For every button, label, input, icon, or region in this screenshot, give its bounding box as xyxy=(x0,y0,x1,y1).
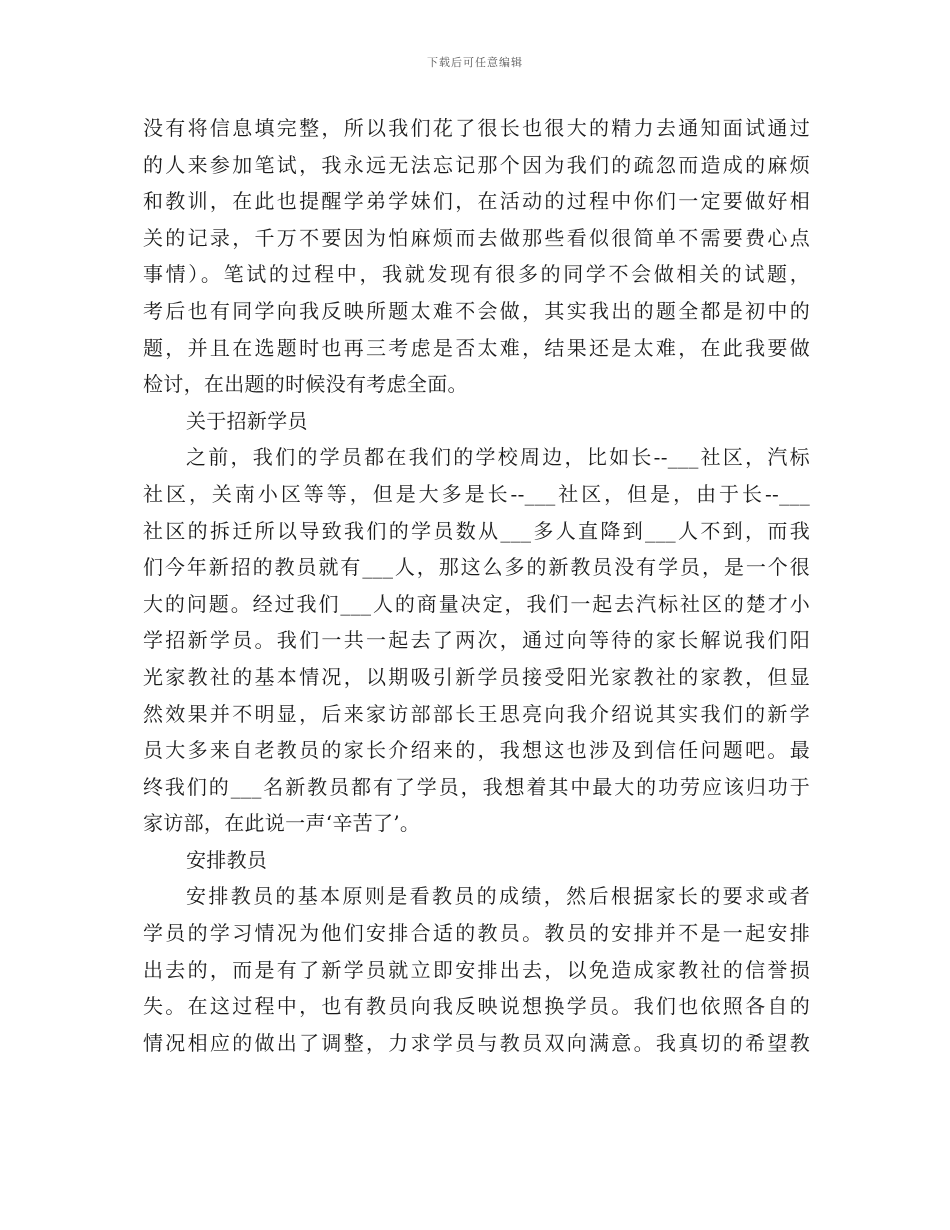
text-line: 光家教社的基本情况，以期吸引新学员接受阳光家教社的家教，但显 xyxy=(143,664,810,689)
text-line: 安排教员的基本原则是看教员的成绩，然后根据家长的要求或者 xyxy=(186,884,810,909)
text-line: 关的记录，千万不要因为怕麻烦而去做那些看似很简单不需要费心点 xyxy=(143,225,810,250)
page-header: 下载后可任意编辑 xyxy=(427,56,523,69)
text-line: 社区的拆迁所以导致我们的学员数从___多人直降到___人不到，而我 xyxy=(143,518,810,543)
text-line: 出去的，而是有了新学员就立即安排出去，以免造成家教社的信誉损 xyxy=(143,957,810,982)
text-line: 终我们的___名新教员都有了学员，我想着其中最大的功劳应该归功于 xyxy=(143,774,810,799)
text-line: 考后也有同学向我反映所题太难不会做，其实我出的题全都是初中的 xyxy=(143,298,810,323)
text-line: 之前，我们的学员都在我们的学校周边，比如长--___社区，汽标 xyxy=(186,445,810,470)
text-line: 没有将信息填完整，所以我们花了很长也很大的精力去通知面试通过 xyxy=(143,116,810,140)
section-heading: 安排教员 xyxy=(186,847,268,872)
text-line: 失。在这过程中，也有教员向我反映说想换学员。我们也依照各自的 xyxy=(143,994,810,1019)
text-line: 学招新学员。我们一共一起去了两次，通过向等待的家长解说我们阳 xyxy=(143,628,810,653)
text-line: 事情）。笔试的过程中，我就发现有很多的同学不会做相关的试题， xyxy=(143,262,810,287)
text-line: 检讨，在出题的时候没有考虑全面。 xyxy=(143,372,468,397)
text-line: 和教训，在此也提醒学弟学妹们，在活动的过程中你们一定要做好相 xyxy=(143,189,810,214)
text-line: 员大多来自老教员的家长介绍来的，我想这也涉及到信任问题吧。最 xyxy=(143,738,810,763)
text-line: 大的问题。经过我们___人的商量决定，我们一起去汽标社区的楚才小 xyxy=(143,591,810,616)
body-text xyxy=(143,110,810,1061)
text-line: 情况相应的做出了调整，力求学员与教员双向满意。我真切的希望教 xyxy=(143,1030,810,1055)
section-heading: 关于招新学员 xyxy=(186,408,308,433)
text-line: 然效果并不明显，后来家访部部长王思亮向我介绍说其实我们的新学 xyxy=(143,701,810,726)
text-line: 家访部，在此说一声‘辛苦了’。 xyxy=(143,811,421,836)
text-line: 们今年新招的教员就有___人，那这么多的新教员没有学员，是一个很 xyxy=(143,555,810,580)
text-line: 学员的学习情况为他们安排合适的教员。教员的安排并不是一起安排 xyxy=(143,921,810,946)
text-line: 题，并且在选题时也再三考虑是否太难，结果还是太难，在此我要做 xyxy=(143,335,810,360)
text-line: 社区，关南小区等等，但是大多是长--___社区，但是，由于长--___ xyxy=(143,481,810,506)
text-line: 的人来参加笔试，我永远无法忘记那个因为我们的疏忽而造成的麻烦 xyxy=(143,152,810,177)
